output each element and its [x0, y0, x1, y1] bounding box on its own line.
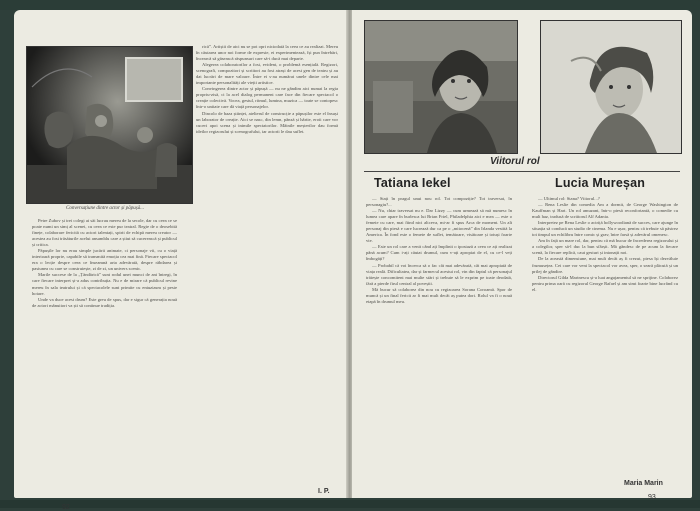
lucia-muresan-portrait	[540, 20, 682, 154]
paragraph: — Stați în pragul unui nou rol. Tot compoziție? Tot traversat, în personagiu?...	[366, 196, 512, 208]
paragraph: Marile succese de la „Țăndărică” sunt rodul unei munci de ani întregi, în care fiecare interpret și-a adus contribuția. Nu e de mirare că publicul revine mereu în sala teatrului și că spectacolele sunt primite cu entuziasm și peste hotare.	[32, 272, 177, 296]
paragraph: Interpretez pe Rena Leslie o actriță hollywoodiană de succes, care ajunge în situația să conducă un studio de cinema. Nu e ușor, pentru că trebuie să păstrez tot timpul un echilibru între comic și grav, între farsă și adevărul omenesc.	[532, 220, 678, 238]
paragraph: — Ultimul rol: Stana? Viitorul...?	[538, 196, 600, 201]
puppet-stage-photo	[26, 46, 193, 204]
paragraph: De la această dimensiune, mai mult decât aș fi crezut, piesa își dezvăluie frumusețea. Cei care vor veni la spectacol vor avea, sper, o seară plăcută și un prilej de gândire.	[532, 256, 678, 274]
paragraph: Alegerea colaboratorilor a fost, evident, o problemă esențială. Regizori, scenografi, compozitori și scriitori au fost atrași de acest gen de teatru și au dat lucrări de mare valoare. Între ei s-au numărat unele dintre cele mai importante personalități ale vieții artistice.	[196, 62, 338, 86]
book-binding-top	[0, 0, 700, 10]
left-column-1	[32, 218, 177, 500]
left-column-2	[196, 44, 338, 510]
paragraph: — Nu, chiar traversat nu e. Dar Lizzy — cum urmează să mă numesc în lumea care apare în burlesca lui Brian Friel, Philadelphia aici e mea — este o femeie cu care, mai fiind nici altceva, mi-ar fi spus Arca de moment. Un alt personaj din piesă e care lucrează dur ca pe o „mitocenă” din Irlanda vestită la America. În fond este o femeie de suflet, temătoare, visătoare și totuși foarte vie.	[366, 208, 512, 244]
right-page	[352, 10, 692, 501]
paragraph: Convingerea dintre actor și păpușă — nu ne gândim aici numai la regia propriu-zisă, ci la acel dialog permanent care face din fiecare spectacol o creație colectivă. Vocea, gestul, ritmul, lumina, muzica — toate se contopesc într-o unitate care dă viață personajelor.	[196, 86, 338, 110]
interviewee-name-right: Lucia Mureșan	[555, 176, 646, 190]
paragraph: Am în față un mare rol, dar, pentru că mă bucur de încrederea regizorului și a colegilor, sper să-l duc la bun sfârșit. Mă gândesc de pe acum la fiecare scenă, la fiecare replică, caut gesturi și intonații noi.	[532, 238, 678, 256]
paragraph: — Probabil că voi încerca să o fac cât mai adevărată, cât mai apropiată de viața reală. Dificultatea, dar și farmecul acestui rol, vin din faptul că personajul trăiește concomitent mai multe stări și trebuie să le exprim pe toate deodată, fără a pierde firul central al poveștii.	[366, 262, 512, 286]
paragraph: Petre Zubov și trei colegi ai săi lucrau mereu de la secole, dar cu ceea ce se poate numi un simț al scenei, cu ceea ce este pur teatral. Regie de o deosebită finețe, colaborare fericită cu actori talentați, spirit de echipă mereu creator — acestea au fost trăsăturile acelui ansamblu care a știut să cucerească și publicul și critica.	[32, 218, 177, 248]
page-number: 92	[62, 504, 70, 511]
paragraph: Unde va duce acest drum? Este greu de spus, dar e sigur că generația nouă de actori mânuitori va ști să continue tradiția.	[32, 296, 177, 308]
paragraph: — Este un rol care a venit când ați împlinit o ipostază a ceea ce ați realizat până acum? Cum i-ați căutat drumul, cum v-ați apropiat de el, cu ce-l veți îmbogăți?	[366, 244, 512, 262]
right-column-2	[532, 196, 678, 478]
book-binding-bottom	[0, 500, 700, 508]
interviewee-name-left: Tatiana Iekel	[374, 176, 451, 190]
photo-caption: Conversațiune dintre actor și păpușă...	[66, 206, 145, 211]
tatiana-iekel-portrait	[364, 20, 518, 154]
right-column-1	[366, 196, 512, 490]
page-number: 93	[648, 494, 656, 501]
left-page	[14, 10, 348, 511]
paragraph: Mă bucur să colaborez din nou cu regizoarea Sorana Coroamă. Spor de muncă și un final fericit ar fi mai mult decât aș putea dori. Rolul va fi o nouă etapă în drumul meu.	[366, 286, 512, 304]
paragraph: Directorul Gilda Marinescu și-a luat angajamentul să ne sprijine. Colaborez pentru prima oară cu regizorul George Rafael și am simt foarte bine lucrând cu el.	[532, 274, 678, 292]
paragraph: — Rena Leslie din comedia Am a dormit, de George Washington de Kauffman și Hart. Un rol amuzant, într-o piesă reconfortantă, o comedie cu mult haz, tradusă de scriitorul Alf Adania.	[532, 202, 678, 220]
section-title: Viitorul rol	[490, 156, 540, 167]
paragraph: rică”. Artiștii de aici nu se pot opri niciodată la ceea ce au realizat. Mereu în căutarea unor noi forme de expresie, ei experimentează, își pun întrebări, încearcă să găsească răspunsuri care să-i ducă mai departe.	[196, 44, 338, 62]
author-initials: I. P.	[318, 488, 330, 495]
author-name: Maria Marin	[624, 480, 663, 487]
title-rule	[364, 171, 680, 172]
paragraph: Păpușile lor nu erau simple jucării animate, ci personaje vii, cu o viață interioară proprie, capabile să transmită emoția cea mai fină. Fiecare spectacol era o lecție despre ceea ce înseamnă arta adevărată, despre răbdarea și pasiunea cu care se construiește, zi de zi, un univers scenic.	[32, 248, 177, 272]
paragraph: Dincolo de baza științei, atelierul de construcție a păpușilor este el însuși un laborator de creație. Aici se nasc, din lemn, pânză și hârtie, eroii care vor cuceri apoi scena și inimile spectatorilor. Mâinile meșterilor dau formă ideilor regizorului și scenografului, iar actorii le dau suflet.	[196, 110, 338, 134]
